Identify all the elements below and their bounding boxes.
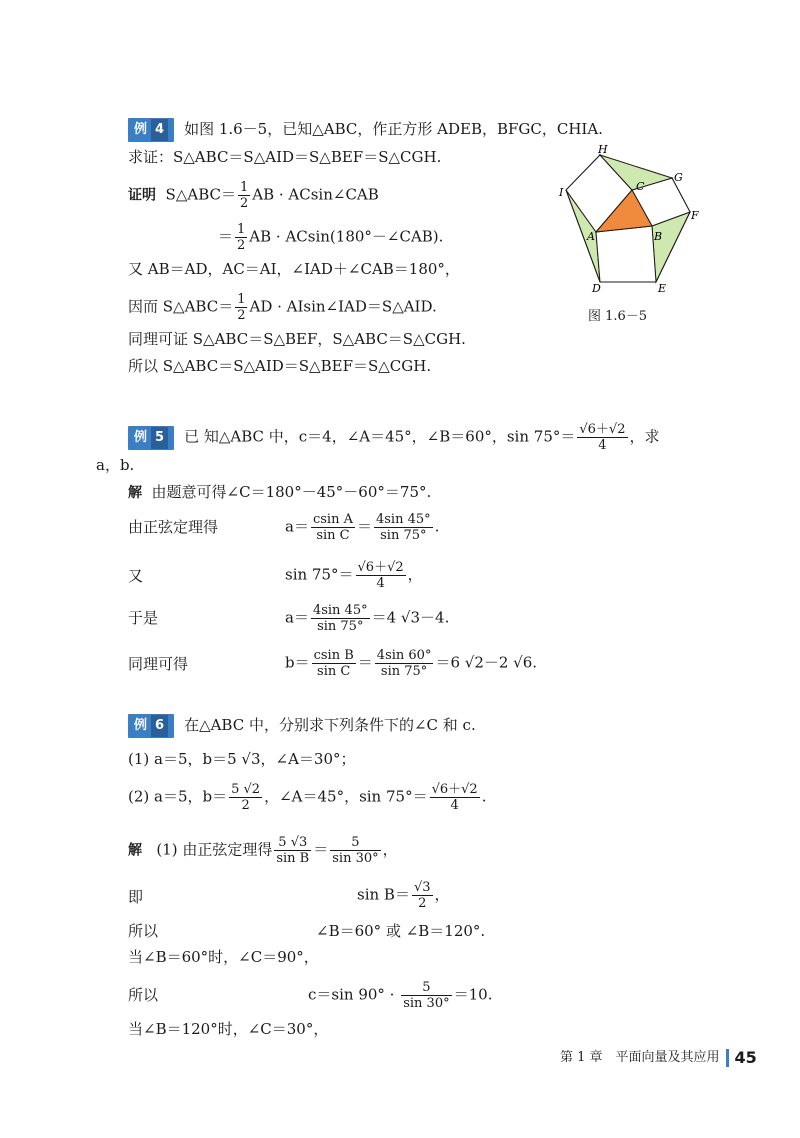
fraction: $\frac{5 √3}{\text{sin B}}$: [276, 835, 310, 866]
fraction: $\frac{5 √2}{2}$: [231, 782, 261, 813]
example-4-heading: 例 4 如图 1.6－5，已知△ABC，作正方形 ADEB，BFGC，CHIA.: [128, 118, 603, 142]
proof-line-3: 又 AB＝AD，AC＝AI，∠IAD＋∠CAB＝180°，: [128, 260, 460, 278]
label-G: G: [674, 171, 683, 184]
fraction: $\frac{√6+√2}{4}$: [579, 422, 626, 453]
solution-5-line-3: 又: [128, 567, 144, 585]
fraction: $\frac{4\sin 45^\circ}{\sin 75^\circ}$: [312, 603, 368, 634]
fraction: $\frac{√3}{2}$: [413, 880, 431, 911]
proof-line-2: ＝ $\frac{1}{2}$ AB · ACsin(180°－∠CAB).: [218, 222, 444, 253]
fraction-half: $\frac{1}{2}$: [237, 292, 246, 323]
proof-line-1: 证明 S△ABC＝ $\frac{1}{2}$ AB · ACsin∠CAB: [128, 180, 379, 211]
page-footer: [560, 1046, 757, 1067]
example-5-heading-cont: a，b.: [96, 456, 135, 474]
proof-line-4: 因而 S△ABC＝ $\frac{1}{2}$ AD · AIsin∠IAD＝S△AID.: [128, 292, 437, 323]
solution-6-line-6: 当∠B＝120°时，∠C＝30°，: [128, 1020, 329, 1038]
solution-6-line-4: 当∠B＝60°时，∠C＝90°，: [128, 948, 319, 966]
solution-6-line-3: 所以: [128, 922, 159, 940]
example-4-badge: 例 4: [128, 118, 174, 142]
solution-5-line-1: 解 由题意可得∠C＝180°－45°－60°＝75°.: [128, 483, 432, 501]
solution-5-line-2: 由正弦定理得: [128, 518, 219, 536]
label-I: I: [559, 186, 564, 199]
solution-5-eq-4: b＝ $\frac{\text{csin B}}{\text{sin C}}$ ＝ $\frac{4\sin 60^\circ}{\sin 75^\circ}$ ＝6 √2－2 √6.: [285, 648, 538, 679]
solution-6-line-1: 解 (1) 由正弦定理得 $\frac{5 √3}{\text{sin B}}$ ＝ $\frac{5}{\sin 30^\circ}$ ，: [128, 835, 398, 866]
solution-5-line-5: 同理可得: [128, 655, 189, 673]
fraction: $\frac{4\sin 45^\circ}{\sin 75^\circ}$: [375, 512, 431, 543]
label-D: D: [592, 282, 601, 295]
page-number: 45: [734, 1048, 757, 1067]
fraction-half: $\frac{1}{2}$: [237, 222, 246, 253]
fraction: $\frac{√6+√2}{4}$: [357, 560, 404, 591]
fraction: $\frac{\text{csin A}}{\text{sin C}}$: [312, 512, 353, 543]
fraction: $\frac{5}{\sin 30^\circ}$: [403, 980, 450, 1011]
example-6-case-2: (2) a＝5，b＝ $\frac{5 √2}{2}$ ，∠A＝45°，sin 75°＝ $\frac{√6+√2}{4}$ .: [128, 782, 487, 813]
solution-6-line-5: 所以: [128, 986, 159, 1004]
solution-5-eq-1: a＝ $\frac{\text{csin A}}{\text{sin C}}$ ＝ $\frac{4\sin 45^\circ}{\sin 75^\circ}$ .: [285, 512, 440, 543]
fraction: $\frac{4\sin 60^\circ}{\sin 75^\circ}$: [376, 648, 432, 679]
solution-5-eq-2: sin 75°＝ $\frac{√6+√2}{4}$ ，: [285, 560, 423, 591]
label-H: H: [598, 143, 608, 156]
proof-line-5: 同理可证 S△ABC＝S△BEF，S△ABC＝S△CGH.: [128, 330, 466, 348]
chapter-title: 第 1 章 平面向量及其应用: [560, 1050, 720, 1065]
solution-6-eq-1: sin B＝ $\frac{√3}{2}$ ，: [357, 880, 450, 911]
solution-6-line-2: 即: [128, 888, 144, 906]
figure-caption: 图 1.6－5: [588, 309, 648, 324]
label-A: A: [587, 230, 595, 243]
example-5-heading: 例 5 已 知△ABC 中，c＝4，∠A＝45°，∠B＝60°，sin 75°＝ $\frac{√6+√2}{4}$ ，求: [128, 422, 660, 453]
example-6-badge: 例 6: [128, 714, 174, 738]
label-E: E: [658, 282, 667, 295]
fraction: $\frac{5}{\sin 30^\circ}$: [332, 835, 379, 866]
solution-6-eq-3: c＝sin 90° · $\frac{5}{\sin 30^\circ}$ ＝10.: [308, 980, 493, 1011]
fraction: $\frac{\text{csin B}}{\text{sin C}}$: [313, 648, 354, 679]
example-4-claim: 求证：S△ABC＝S△AID＝S△BEF＝S△CGH.: [128, 148, 442, 166]
example-6-heading: 例 6 在△ABC 中，分别求下列条件下的∠C 和 c.: [128, 714, 476, 738]
solution-6-eq-2: ∠B＝60° 或 ∠B＝120°.: [316, 922, 486, 940]
solution-5-eq-3: a＝ $\frac{4\sin 45^\circ}{\sin 75^\circ}$ ＝4 √3－4.: [285, 603, 450, 634]
proof-line-6: 所以 S△ABC＝S△AID＝S△BEF＝S△CGH.: [128, 357, 432, 375]
fraction: $\frac{√6+√2}{4}$: [431, 782, 478, 813]
solution-5-line-4: 于是: [128, 609, 159, 627]
fraction-half: $\frac{1}{2}$: [239, 180, 249, 211]
example-6-case-1: (1) a＝5，b＝5 √3，∠A＝30°；: [128, 750, 356, 768]
label-F: F: [691, 209, 699, 222]
label-C: C: [636, 180, 645, 193]
label-B: B: [654, 230, 663, 243]
figure-squares-diagram: [555, 140, 705, 300]
example-5-badge: 例 5: [128, 426, 174, 450]
square-ADEB: [596, 226, 656, 282]
footer-divider: [726, 1049, 729, 1067]
